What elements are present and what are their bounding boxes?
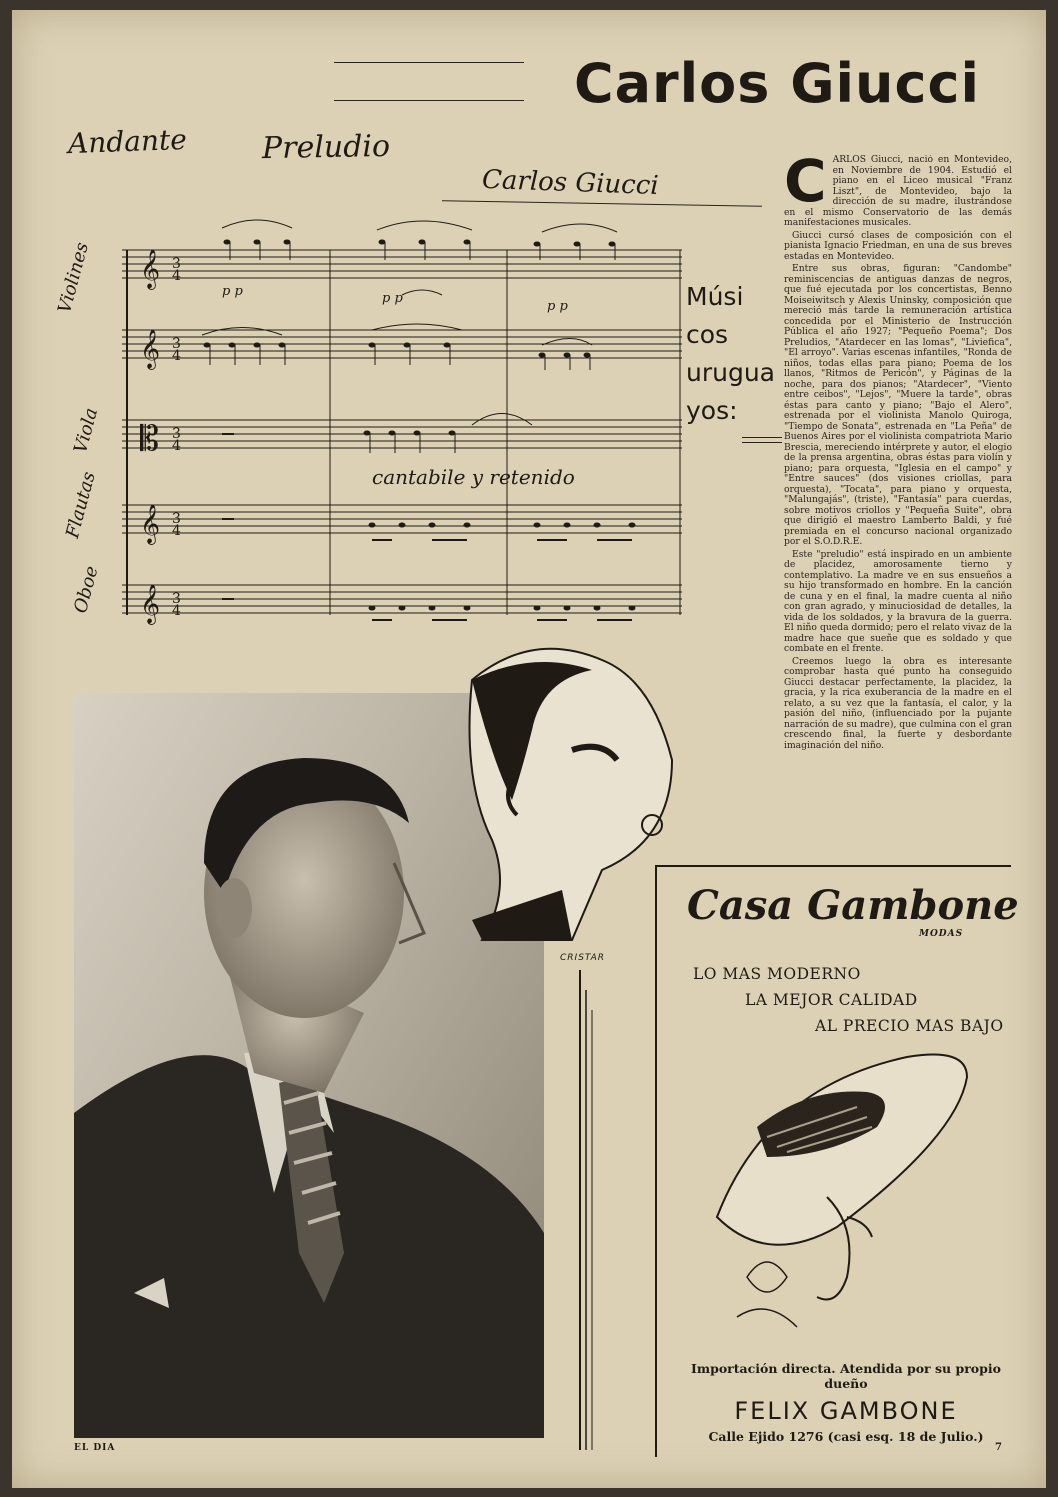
- side-heading-line: yos:: [686, 396, 738, 425]
- composer-signature: Carlos Giucci: [481, 164, 660, 202]
- svg-text:3: 3: [172, 256, 181, 272]
- page-title: Carlos Giucci: [573, 52, 980, 115]
- svg-text:4: 4: [172, 603, 181, 619]
- svg-text:4: 4: [172, 438, 181, 454]
- article-paragraph: Este "preludio" está inspirado en un ambiente de placidez, amorosamente tierno y contemplativo. La madre ve en sus ensueños a su hijo transformado en hombre. En la canción de cuna y en el final, la madre cuenta al niño con gran agrado, y minuciosidad de detalles, la vida de los soldados, y la bravura de la guerra. El niño queda dormido; pero el relato vivaz de la madre hace que sueñe que es soldado y que combate en el frente.: [784, 548, 1012, 654]
- music-score: [72, 120, 684, 650]
- instrument-label-flautas: Flautas: [62, 469, 100, 541]
- ad-brand-tag: MODAS: [919, 929, 964, 939]
- svg-text:p p: p p: [547, 299, 568, 314]
- svg-text:3: 3: [172, 426, 181, 442]
- ad-brand-logo: Casa Gambone: [687, 882, 1019, 929]
- svg-text:3: 3: [172, 336, 181, 352]
- article-paragraph: Creemos luego la obra es interesante comprobar hasta qué punto ha conseguido Giucci destacar perfectamente, la placidez, la gracia, y la rica exuberancia de la madre en el relato, a su vez que la fantasía, el calor, y la pasión del niño, (influenciado por la pujante narración de su madre), que culmina con el gran crescendo final, la fuerte y desbordante imaginación del niño.: [784, 655, 1012, 751]
- dropcap: C: [784, 155, 827, 215]
- instrument-label-violines: Violines: [54, 240, 93, 316]
- side-heading-rule: [742, 437, 782, 438]
- svg-text:𝄞: 𝄞: [140, 249, 161, 289]
- article-paragraph: Entre sus obras, figuran: "Candombe" reminiscencias de antiguas danzas de negros, que fué ejecutada por los concertistas, Benno Moiseiwitsch y Alexis Uninsky, composición que mereció más tarde la remuneración artística concedida por el Ministerio de Instrucción Pública el año 1927; "Pequeño Poema"; Dos Preludios, "Atardecer en las lomas", "Liviefica", "El arroyo". Varias escenas infantiles, "Ronda de niños, todas ellas para piano; Poema de los llanos, "Ritmos de Pericón", y Páginas de la noche, para dos pianos; "Atardecer", "Viento entre ceibos", "Lejos", "Muere la tarde", obras éstas para canto y piano; "Bajo el Alero", estrenada por el violinista Manolo Quiroga, "Tiempo de Sonata", estrenada en "La Peña" de Buenos Aires por el violinista compatriota Mario Brescia, mereciendo intérprete y autor, el elogio de la prensa argentina, obras éstas para violín y piano; para orquesta, "Iglesia en el campo" y "Entre sauces" (dos visiones criollas, para orquesta), "Tocata", para piano y orquesta, "Malungajás", (triste), "Fantasía" para cuerdas, sobre motivos criollos y "Pequeña Suite", obra que dirigió el maestro Lamberto Baldi, y fué premiada en el concurso nacional organizado por el S.O.D.R.E.: [784, 263, 1012, 547]
- advertisement: [655, 865, 1019, 1457]
- svg-text:𝄡: 𝄡: [140, 419, 159, 459]
- article-paragraph: Giucci cursó clases de composición con el pianista Ignacio Friedman, en una de sus breves estadas en Montevideo.: [784, 229, 1012, 262]
- page-number: 7: [995, 1442, 1002, 1453]
- caricature-signature: CRISTAR: [560, 953, 605, 963]
- side-heading-line: urugua: [686, 358, 776, 387]
- svg-text:4: 4: [172, 268, 181, 284]
- instrument-label-oboe: Oboe: [70, 563, 103, 616]
- decorative-lines: [576, 970, 596, 1450]
- svg-text:4: 4: [172, 348, 181, 364]
- svg-text:p p: p p: [382, 291, 403, 306]
- instrument-label-viola: Viola: [70, 405, 103, 456]
- magazine-page: [12, 10, 1046, 1488]
- tempo-marking: Andante: [67, 122, 188, 161]
- ad-address: Calle Ejido 1276 (casi esq. 18 de Julio.): [708, 1429, 984, 1444]
- ad-importer-line: Importación directa. Atendida por su propio dueño: [691, 1361, 1001, 1391]
- title-rule-top: [334, 62, 524, 63]
- publication-name: EL DIA: [74, 1443, 116, 1453]
- score-heading: Preludio: [261, 128, 391, 167]
- side-heading-line: Músi: [686, 282, 744, 311]
- side-heading-line: cos: [686, 320, 729, 349]
- svg-text:𝄞: 𝄞: [140, 329, 161, 369]
- article-paragraph: ARLOS Giucci, nació en Montevideo, en Noviembre de 1904. Estudió el piano en el Liceo musical "Franz Liszt", de Montevideo, bajo la dirección de su madre, ilustrándose en el mismo Conservatorio de las demás manifestaciones musicales.: [784, 155, 1012, 228]
- svg-text:𝄞: 𝄞: [140, 504, 161, 544]
- svg-text:p p: p p: [222, 284, 243, 299]
- score-expression: cantabile y retenido: [372, 465, 575, 489]
- svg-text:𝄞: 𝄞: [140, 584, 161, 624]
- side-heading-rule: [742, 442, 782, 443]
- svg-text:4: 4: [172, 523, 181, 539]
- ad-owner-name: FELIX GAMBONE: [734, 1397, 958, 1425]
- svg-text:3: 3: [172, 511, 181, 527]
- hat-illustration: [707, 1047, 977, 1347]
- ad-slogan: AL PRECIO MAS BAJO: [815, 1017, 1004, 1035]
- title-rule-bottom: [334, 100, 524, 101]
- svg-text:3: 3: [172, 591, 181, 607]
- ad-slogan: LO MAS MODERNO: [693, 965, 861, 983]
- article-column: [784, 155, 1012, 835]
- side-heading: [686, 278, 786, 430]
- ad-slogan: LA MEJOR CALIDAD: [745, 991, 918, 1009]
